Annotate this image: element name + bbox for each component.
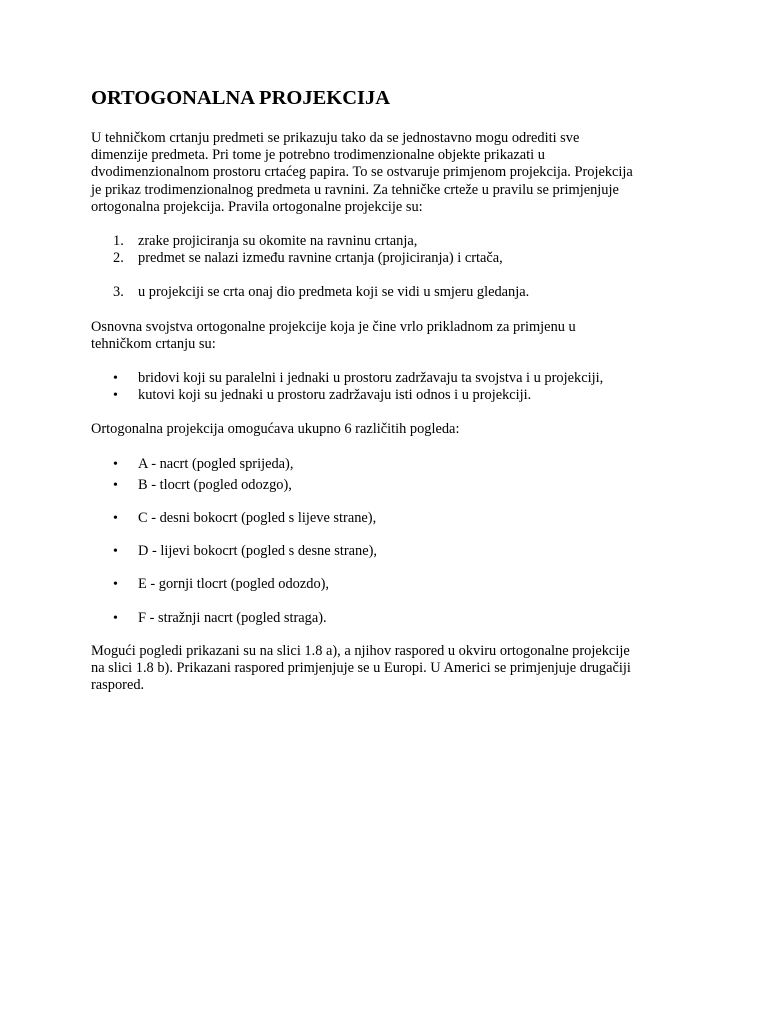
intro-line: U tehničkom crtanju predmeti se prikazuju tako da se jednostavno mogu odrediti sve bbox=[91, 130, 580, 146]
paragraph-line: Mogući pogledi prikazani su na slici 1.8 a), a njihov raspored u okviru ortogonalne projekcije bbox=[91, 642, 630, 659]
page-title: ORTOGONALNA PROJEKCIJA bbox=[91, 87, 391, 109]
list-item bbox=[91, 387, 691, 404]
bullet-icon: • bbox=[113, 456, 118, 472]
list-item bbox=[91, 250, 691, 267]
list-item-text: predmet se nalazi između ravnine crtanja (projiciranja) i crtača, bbox=[138, 250, 503, 267]
list-item bbox=[91, 510, 691, 527]
list-item-text: A - nacrt (pogled sprijeda), bbox=[138, 455, 294, 472]
list-item bbox=[91, 543, 691, 560]
properties-list bbox=[91, 370, 691, 404]
intro-line: dvodimenzionalnom prostoru crtaćeg papira. To se ostvaruje primjenom projekcija. Projekcija bbox=[91, 164, 633, 181]
intro-line: dimenzije predmeta. Pri tome je potrebno trodimenzionalne objekte prikazati u bbox=[91, 147, 545, 164]
rules-list bbox=[91, 233, 691, 302]
list-item-text: C - desni bokocrt (pogled s lijeve strane), bbox=[138, 510, 377, 527]
properties-intro-paragraph bbox=[91, 319, 691, 353]
list-item bbox=[91, 370, 691, 387]
list-number: 1. bbox=[113, 233, 124, 250]
list-item bbox=[91, 477, 691, 494]
list-item-text: u projekciji se crta onaj dio predmeta koji se vidi u smjeru gledanja. bbox=[138, 284, 530, 301]
list-item-text: D - lijevi bokocrt (pogled s desne strane), bbox=[138, 543, 377, 560]
views-intro: Ortogonalna projekcija omogućava ukupno 6 različitih pogleda: bbox=[91, 421, 460, 438]
list-item bbox=[91, 233, 691, 250]
intro-line: je prikaz trodimenzionalnog predmeta u ravnini. Za tehničke crteže u pravilu se primjenjuje bbox=[91, 181, 619, 198]
intro-line: ortogonalna projekcija. Pravila ortogonalne projekcije su: bbox=[91, 198, 423, 215]
list-item bbox=[91, 456, 691, 473]
bullet-icon: • bbox=[113, 388, 118, 404]
list-number: 2. bbox=[113, 250, 124, 267]
bullet-icon: • bbox=[113, 544, 118, 560]
paragraph-line: Osnovna svojstva ortogonalne projekcije koja je čine vrlo prikladnom za primjenu u bbox=[91, 318, 576, 335]
list-item-text: B - tlocrt (pogled odozgo), bbox=[138, 476, 292, 493]
list-number: 3. bbox=[113, 284, 124, 301]
list-item-text: kutovi koji su jednaki u prostoru zadržavaju isti odnos i u projekciji. bbox=[138, 387, 532, 404]
bullet-icon: • bbox=[113, 610, 118, 626]
intro-paragraph bbox=[91, 130, 691, 216]
paragraph-line: raspored. bbox=[91, 677, 145, 694]
bullet-icon: • bbox=[113, 371, 118, 387]
bullet-icon: • bbox=[113, 577, 118, 593]
list-item bbox=[91, 610, 691, 627]
paragraph-line: tehničkom crtanju su: bbox=[91, 335, 216, 352]
paragraph-line: na slici 1.8 b). Prikazani raspored primjenjuje se u Europi. U Americi se primjenjuje drugačiji bbox=[91, 660, 631, 677]
bullet-icon: • bbox=[113, 511, 118, 527]
list-item bbox=[91, 576, 691, 593]
list-item-text: bridovi koji su paralelni i jednaki u prostoru zadržavaju ta svojstva i u projekciji, bbox=[138, 370, 604, 387]
list-item-text: F - stražnji nacrt (pogled straga). bbox=[138, 609, 327, 626]
document-page bbox=[91, 85, 691, 694]
list-item bbox=[91, 284, 691, 301]
list-item-text: zrake projiciranja su okomite na ravninu crtanja, bbox=[138, 233, 418, 250]
bullet-icon: • bbox=[113, 477, 118, 493]
views-list bbox=[91, 456, 691, 627]
closing-paragraph bbox=[91, 643, 691, 695]
list-item-text: E - gornji tlocrt (pogled odozdo), bbox=[138, 576, 330, 593]
